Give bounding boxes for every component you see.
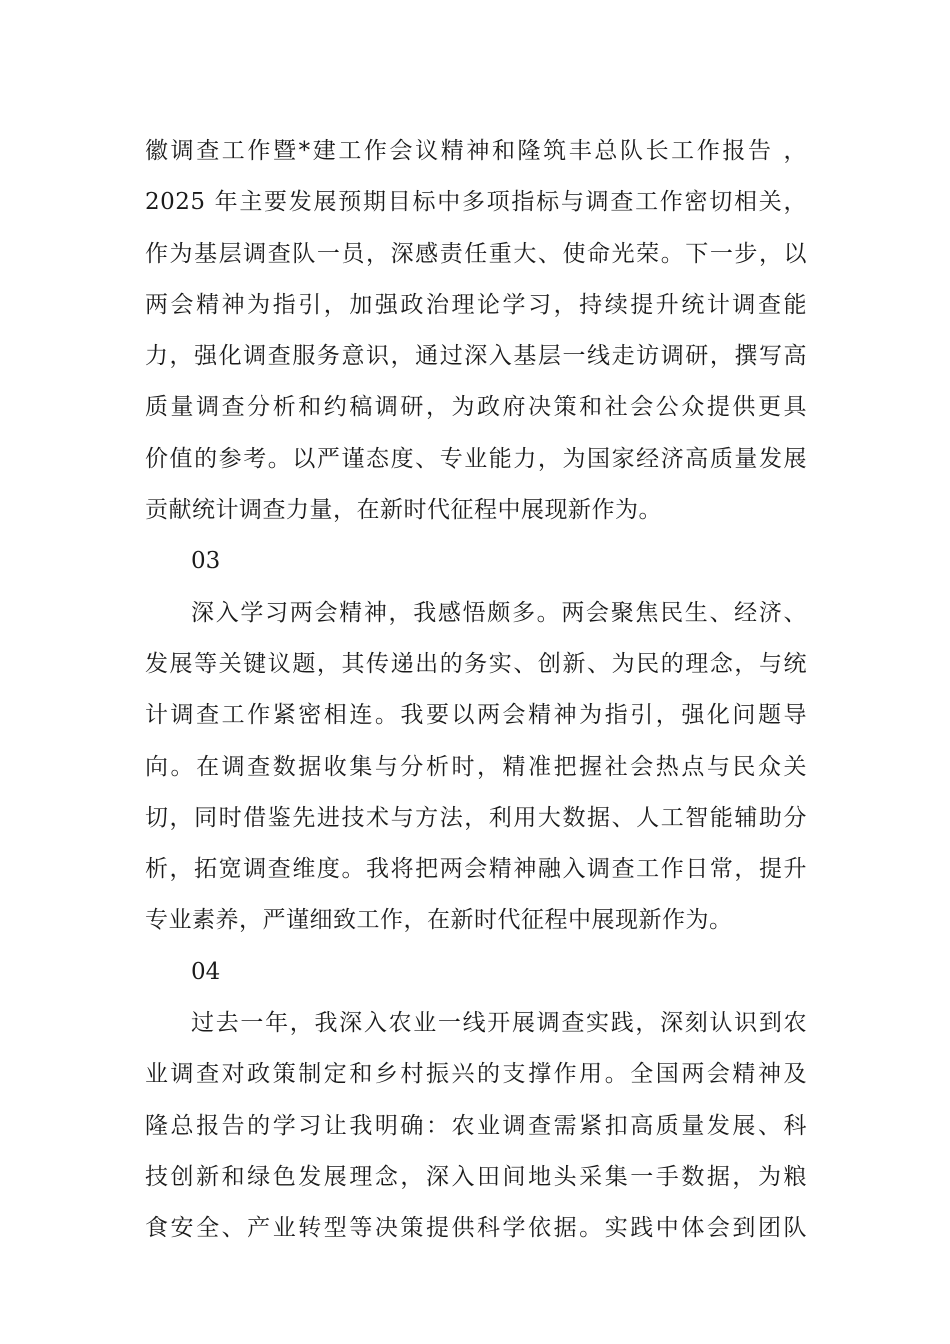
- paragraph-2: [145, 594, 807, 953]
- section-number-04: 04: [191, 958, 221, 985]
- text-line: 作为基层调查队一员，深感责任重大、使命光荣。下一步，以: [145, 240, 807, 267]
- text-line: 力，强化调查服务意识，通过深入基层一线走访调研，撰写高: [145, 343, 807, 370]
- text-line: 食安全、产业转型等决策提供科学依据。实践中体会到团队: [145, 1215, 807, 1242]
- text-line: 贡献统计调查力量，在新时代征程中展现新作为。: [145, 497, 662, 524]
- text-line: 深入学习两会精神，我感悟颇多。两会聚焦民生、经济、: [191, 599, 807, 626]
- text-line: 技创新和绿色发展理念，深入田间地头采集一手数据，为粮: [145, 1163, 807, 1190]
- text-line: 过去一年，我深入农业一线开展调查实践，深刻认识到农: [191, 1010, 807, 1037]
- document-page: [145, 132, 807, 1261]
- text-line: 两会精神为指引，加强政治理论学习，持续提升统计调查能: [145, 291, 807, 318]
- paragraph-3: [145, 1004, 807, 1260]
- text-line: 切，同时借鉴先进技术与方法，利用大数据、人工智能辅助分: [145, 804, 807, 831]
- text-line: 2025 年主要发展预期目标中多项指标与调查工作密切相关，: [145, 189, 807, 216]
- text-line: 计调查工作紧密相连。我要以两会精神为指引，强化问题导: [145, 702, 807, 729]
- text-line: 专业素养，严谨细致工作，在新时代征程中展现新作为。: [145, 907, 733, 934]
- text-line: 业调查对政策制定和乡村振兴的支撑作用。全国两会精神及: [145, 1061, 807, 1088]
- section-number-03: 03: [191, 548, 221, 575]
- text-line: 价值的参考。以严谨态度、专业能力，为国家经济高质量发展: [145, 445, 807, 472]
- text-line: 徽调查工作暨*建工作会议精神和隆筑丰总队长工作报告 ，: [145, 138, 807, 164]
- text-line: 发展等关键议题，其传递出的务实、创新、为民的理念，与统: [145, 650, 807, 677]
- text-line: 析，拓宽调查维度。我将把两会精神融入调查工作日常，提升: [145, 856, 807, 883]
- text-line: 隆总报告的学习让我明确：农业调查需紧扣高质量发展、科: [145, 1112, 807, 1139]
- text-line: 向。在调查数据收集与分析时，精准把握社会热点与民众关: [145, 753, 807, 780]
- paragraph-1: [145, 132, 807, 542]
- text-line: 质量调查分析和约稿调研，为政府决策和社会公众提供更具: [145, 394, 807, 421]
